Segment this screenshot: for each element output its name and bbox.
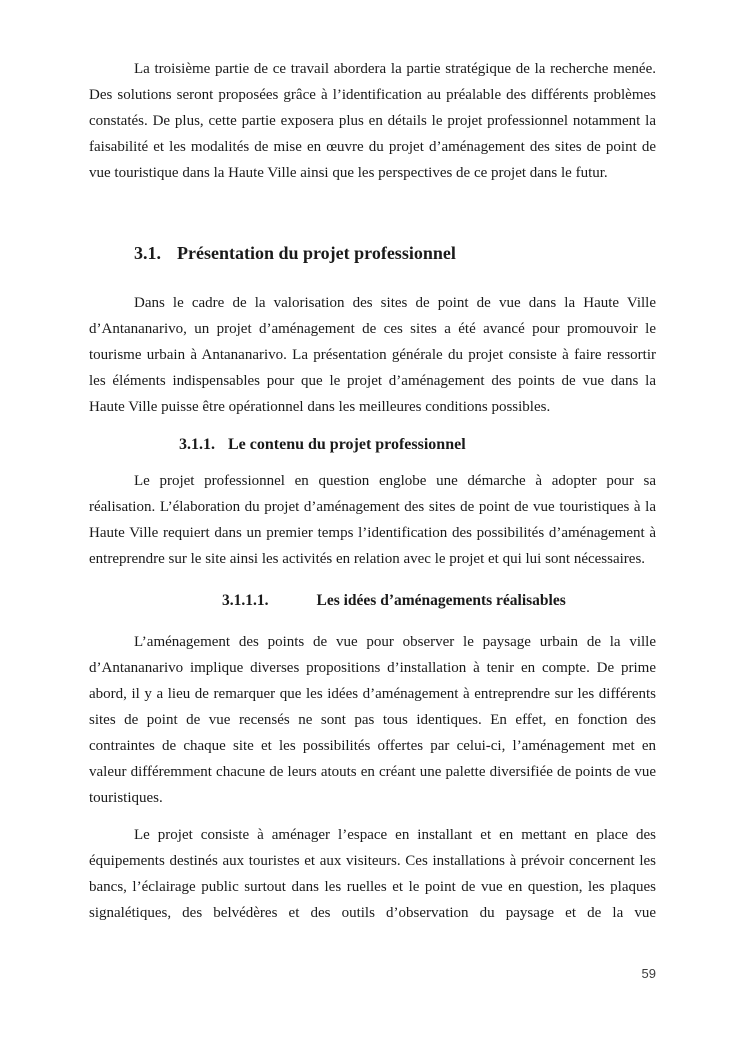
text-line: d’Antananarivo, un projet d’aménagement de ces sites a été avancé pour promouvoir le [89,321,656,337]
text-line: équipements destinés aux touristes et aux visiteurs. Ces installations à prévoir concernent les [89,853,656,869]
heading-text: Les idées d’aménagements réalisables [316,592,566,609]
text-line: abord, il y a lieu de remarquer que les idées d’aménagement à entreprendre sur les différents [89,686,656,702]
section-heading-3-1-1-1 [222,588,656,614]
text-line: valeur différemment chacune de leurs atouts en créant une palette diversifiée de points de vue [89,764,656,780]
text-line: d’Antananarivo implique diverses propositions d’installation à tenir en compte. De prime [89,660,656,676]
section-heading-3-1-1 [179,432,656,458]
text-line: réalisation. L’élaboration du projet d’aménagement des sites de point de vue touristiques à la [89,499,656,515]
text-line: constatés. De plus, cette partie exposera plus en détails le projet professionnel notamment la [89,113,656,129]
body-paragraph [89,468,656,572]
heading-text: Le contenu du projet professionnel [228,436,466,453]
body-paragraph [89,629,656,811]
text-line: L’aménagement des points de vue pour observer le paysage urbain de la ville [134,634,656,650]
text-line: Des solutions seront proposées grâce à l’identification au préalable des différents problèmes [89,87,656,103]
text-line: touristiques. [89,790,163,806]
text-line: les éléments indispensables pour que le projet d’aménagement des points de vue dans la [89,373,656,389]
heading-text: Présentation du projet professionnel [177,243,456,263]
text-line: faisabilité et les modalités de mise en œuvre du projet d’aménagement des sites de point de [89,139,656,155]
text-line: Haute Ville puisse être opérationnel dans les meilleures conditions possibles. [89,399,551,415]
text-line: Le projet consiste à aménager l’espace en installant et en mettant en place des [134,827,656,843]
page-number: 59 [641,966,656,981]
text-line: Dans le cadre de la valorisation des sites de point de vue dans la Haute Ville [134,295,656,311]
body-paragraph [89,56,656,186]
text-line: entreprendre sur le site ainsi les activités en relation avec le projet et qui lui sont nécessaires. [89,551,646,567]
text-line: Haute Ville requiert dans un premier temps l’identification des possibilités d’aménagement à [89,525,656,541]
heading-number: 3.1.1.1. [222,592,269,609]
text-line: bancs, l’éclairage public surtout dans les ruelles et le point de vue en question, les plaques [89,879,656,895]
text-line: Le projet professionnel en question englobe une démarche à adopter pour sa [134,473,656,489]
body-paragraph [89,290,656,420]
heading-number: 3.1.1. [179,436,215,453]
heading-number: 3.1. [134,243,161,263]
text-line: signalétiques, des belvédères et des outils d’observation du paysage et de la vue [89,905,656,921]
text-line: La troisième partie de ce travail abordera la partie stratégique de la recherche menée. [134,61,656,77]
section-heading-3-1 [134,240,656,266]
body-paragraph [89,822,656,926]
text-line: vue touristique dans la Haute Ville ainsi que les perspectives de ce projet dans le futur. [89,165,608,181]
text-line: sites de point de vue recensés ne sont pas tous identiques. En effet, en fonction des [89,712,656,728]
text-line: tourisme urbain à Antananarivo. La présentation générale du projet consiste à faire ressortir [89,347,656,363]
document-body [89,56,656,926]
text-line: contraintes de chaque site et les possibilités offertes par celui-ci, l’aménagement met en [89,738,656,754]
